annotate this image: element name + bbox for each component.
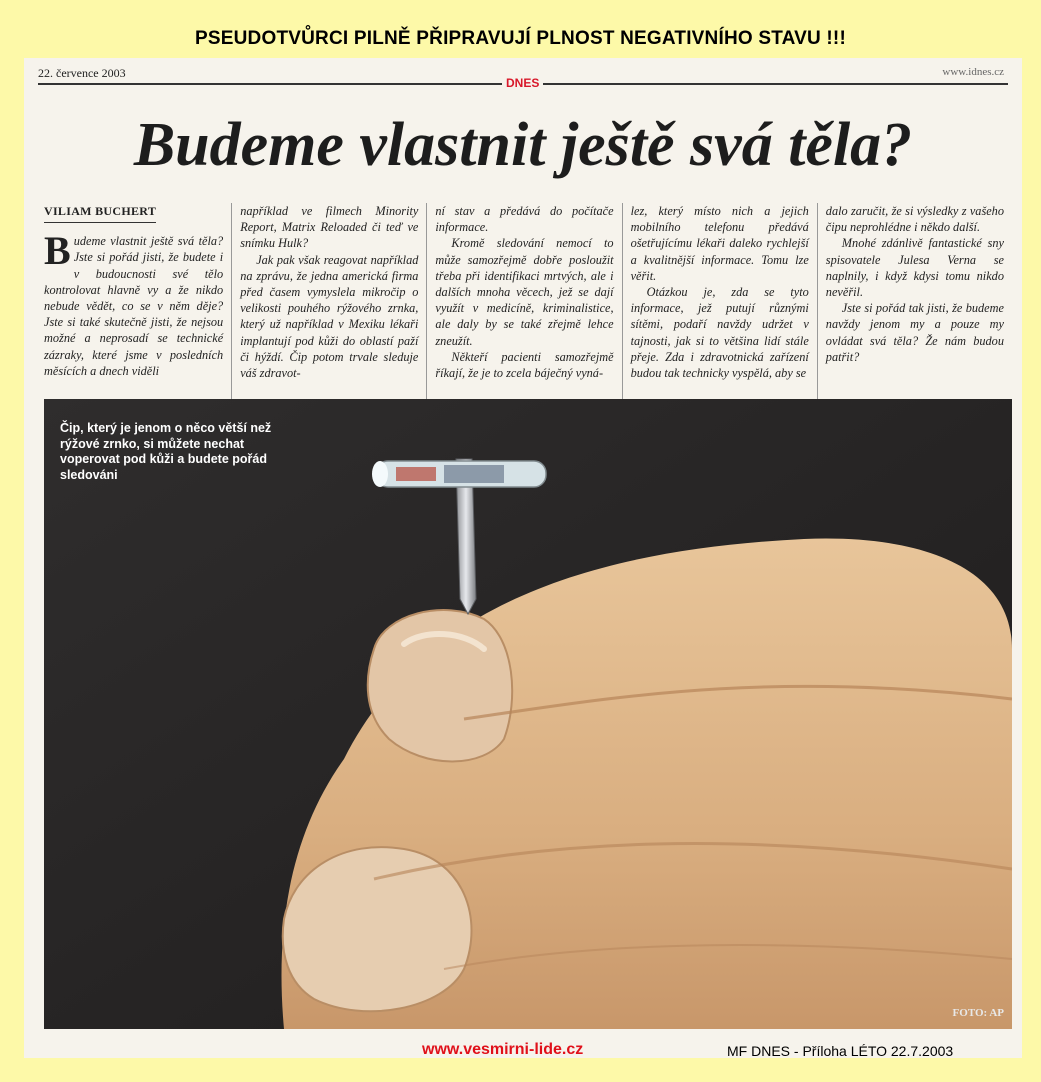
article-paragraph: lez, který místo nich a jejich mobilního telefonu předává ošetřujícímu lékaři daleko rychlejší a kvalitnější informace. Tomu lze věřit.: [630, 204, 809, 283]
article-paragraph: Mnohé zdánlivě fantastické sny spisovatele Julesa Verna se naplnily, i když kdysi tomu nikdo nevěřil.: [825, 236, 1004, 300]
photo-credit: FOTO: AP: [952, 1007, 1004, 1019]
newspaper-website: www.idnes.cz: [942, 66, 1004, 78]
masthead-logo: DNES: [502, 76, 543, 90]
footer-website[interactable]: www.vesmirni-lide.cz: [422, 1041, 584, 1058]
photo-caption: Čip, který je jenom o něco větší než rýžové zrnko, si můžete nechat voperovat pod kůži a budete pořád sledováni: [60, 421, 272, 482]
article-paragraph: Otázkou je, zda se tyto informace, jež putují různými sítěmi, podaří navždy udržet v tajnosti, jak si to většina lidí stále přeje. Zda i zdravotnická zařízení budou tak technicky vyspělá, aby se: [630, 285, 809, 381]
article-paragraph: ní stav a předává do počítače informace.: [435, 204, 614, 235]
article-headline: Budeme vlastnit ještě svá těla?: [133, 111, 913, 179]
article-column-2: [231, 203, 426, 403]
banner-title: PSEUDOTVŮRCI PILNĚ PŘIPRAVUJÍ PLNOST NEGATIVNÍHO STAVU !!!: [195, 28, 846, 49]
drop-cap: B: [44, 228, 71, 274]
article-column-4: [622, 203, 817, 403]
article-paragraph: Kromě sledování nemocí to může samozřejmě dobře posloužit třeba při identifikaci mrtvých, ale i dalších mnoha věcech, jež se dají využít v medicíně, kriminalistice, ale daly by se také zřejmě lehce zneužít.: [435, 236, 614, 348]
article-body: [36, 203, 1012, 403]
article-column-5: [817, 203, 1012, 403]
article-paragraph: například ve filmech Minority Report, Matrix Reloaded či teď ve snímku Hulk?: [240, 204, 419, 251]
fingers-holding-chip-illustration: [44, 399, 1012, 1029]
article-paragraph: Jak pak však reagovat například na zprávu, že jedna americká firma před časem vymyslela mikročip o velikosti pouhého rýžového zrnka, který už například v Mexiku lékaři implantují pod kůži do oblastí paží či hýždí. Čip potom trvale sleduje váš zdravot-: [240, 252, 419, 381]
article-column-1: [36, 203, 231, 403]
article-paragraph: dalo zaručit, že si výsledky z vašeho čipu neprohlédne i někdo další.: [825, 204, 1004, 235]
article-paragraph: Někteří pacienti samozřejmě říkají, že je to zcela báječný vyná-: [435, 349, 614, 381]
article-photo: [44, 399, 1012, 1029]
article-paragraph: Budeme vlastnit ještě svá těla? Jste si pořád jisti, že budete i v budoucnosti své tělo kontrolovat hlavně vy a že nikdo nebude vědět, co se v něm děje? Jste si také skutečně jisti, že nejsou možné a neprosadí se technické zázraky, které jsme v posledních měsících a dnech viděli: [44, 228, 224, 378]
article-column-3: [426, 203, 621, 403]
issue-date: 22. července 2003: [38, 66, 126, 80]
byline: VILIAM BUCHERT: [44, 203, 156, 223]
article-paragraph: Jste si pořád tak jisti, že budeme navždy jenom my a pouze my ovládat svá těla? Že nám budou patřit?: [825, 301, 1004, 364]
footer-source: MF DNES - Příloha LÉTO 22.7.2003: [727, 1043, 954, 1059]
